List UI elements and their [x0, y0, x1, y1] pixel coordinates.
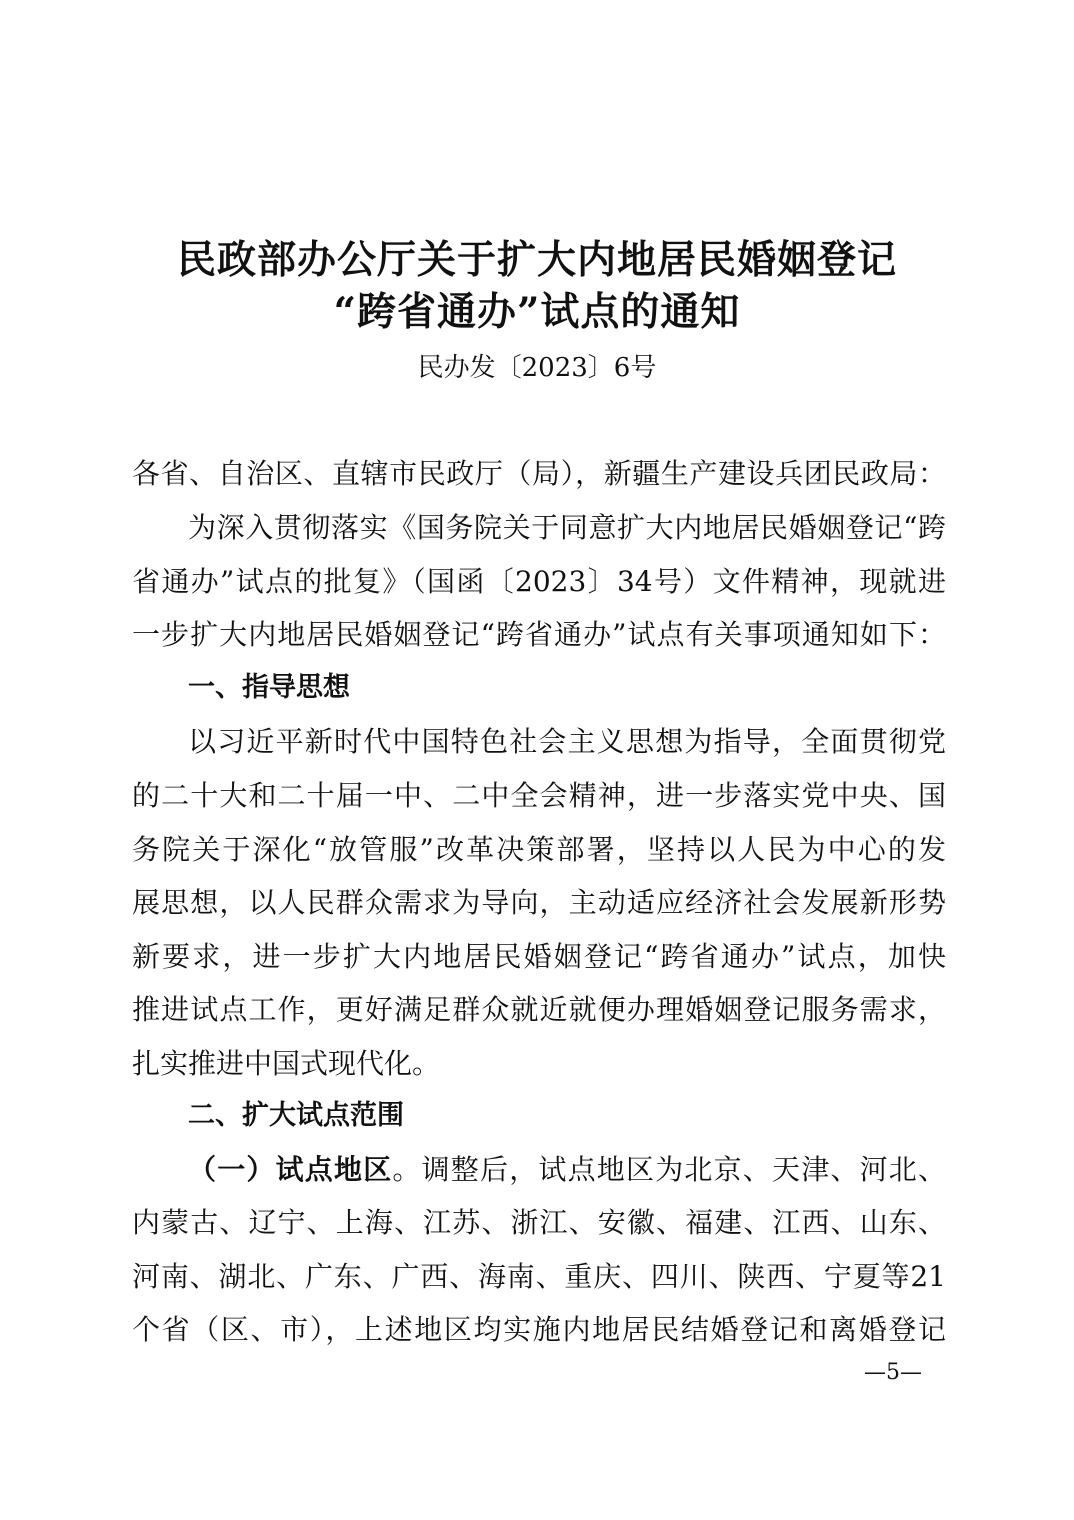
intro-line-1: 为深入贯彻落实《国务院关于同意扩大内地居民婚姻登记“跨	[188, 511, 946, 544]
page-number: —5—	[864, 1360, 922, 1385]
section-2-line-4: 个省（区、市），上述地区均实施内地居民结婚登记和离婚登记	[132, 1313, 946, 1346]
document-number: 民办发〔2023〕6号	[417, 353, 657, 383]
section-2-line-1	[188, 1152, 946, 1188]
salutation: 各省、自治区、直辖市民政厅（局），新疆生产建设兵团民政局：	[132, 457, 946, 490]
section-1-heading: 一、指导思想	[188, 672, 350, 703]
subsection-label: （一）试点地区	[188, 1153, 393, 1186]
section-2-line-1-text: 。调整后，试点地区为北京、天津、河北、	[392, 1153, 946, 1186]
section-2-line-2: 内蒙古、辽宁、上海、江苏、浙江、安徽、福建、江西、山东、	[132, 1206, 946, 1239]
section-1-line-5: 新要求，进一步扩大内地居民婚姻登记“跨省通办”试点，加快	[132, 940, 946, 973]
section-1-line-4: 展思想，以人民群众需求为导向，主动适应经济社会发展新形势	[132, 886, 946, 919]
document-title-line-1: 民政部办公厅关于扩大内地居民婚姻登记	[176, 237, 897, 283]
section-2-line-3: 河南、湖北、广东、广西、海南、重庆、四川、陕西、宁夏等21	[132, 1260, 946, 1293]
intro-line-3: 一步扩大内地居民婚姻登记“跨省通办”试点有关事项通知如下：	[132, 618, 946, 651]
intro-line-2: 省通办”试点的批复》（国函〔2023〕34号）文件精神，现就进	[132, 565, 946, 598]
section-1-line-2: 的二十大和二十届一中、二中全会精神，进一步落实党中央、国	[132, 779, 946, 812]
section-1-line-3: 务院关于深化“放管服”改革决策部署，坚持以人民为中心的发	[132, 833, 946, 866]
section-1-line-7: 扎实推进中国式现代化。	[132, 1047, 441, 1080]
section-1-line-1: 以习近平新时代中国特色社会主义思想为指导，全面贯彻党	[188, 725, 946, 758]
section-1-line-6: 推进试点工作，更好满足群众就近就便办理婚姻登记服务需求，	[132, 993, 946, 1026]
document-title-line-2: “跨省通办”试点的通知	[333, 289, 741, 335]
section-2-heading: 二、扩大试点范围	[188, 1100, 404, 1131]
